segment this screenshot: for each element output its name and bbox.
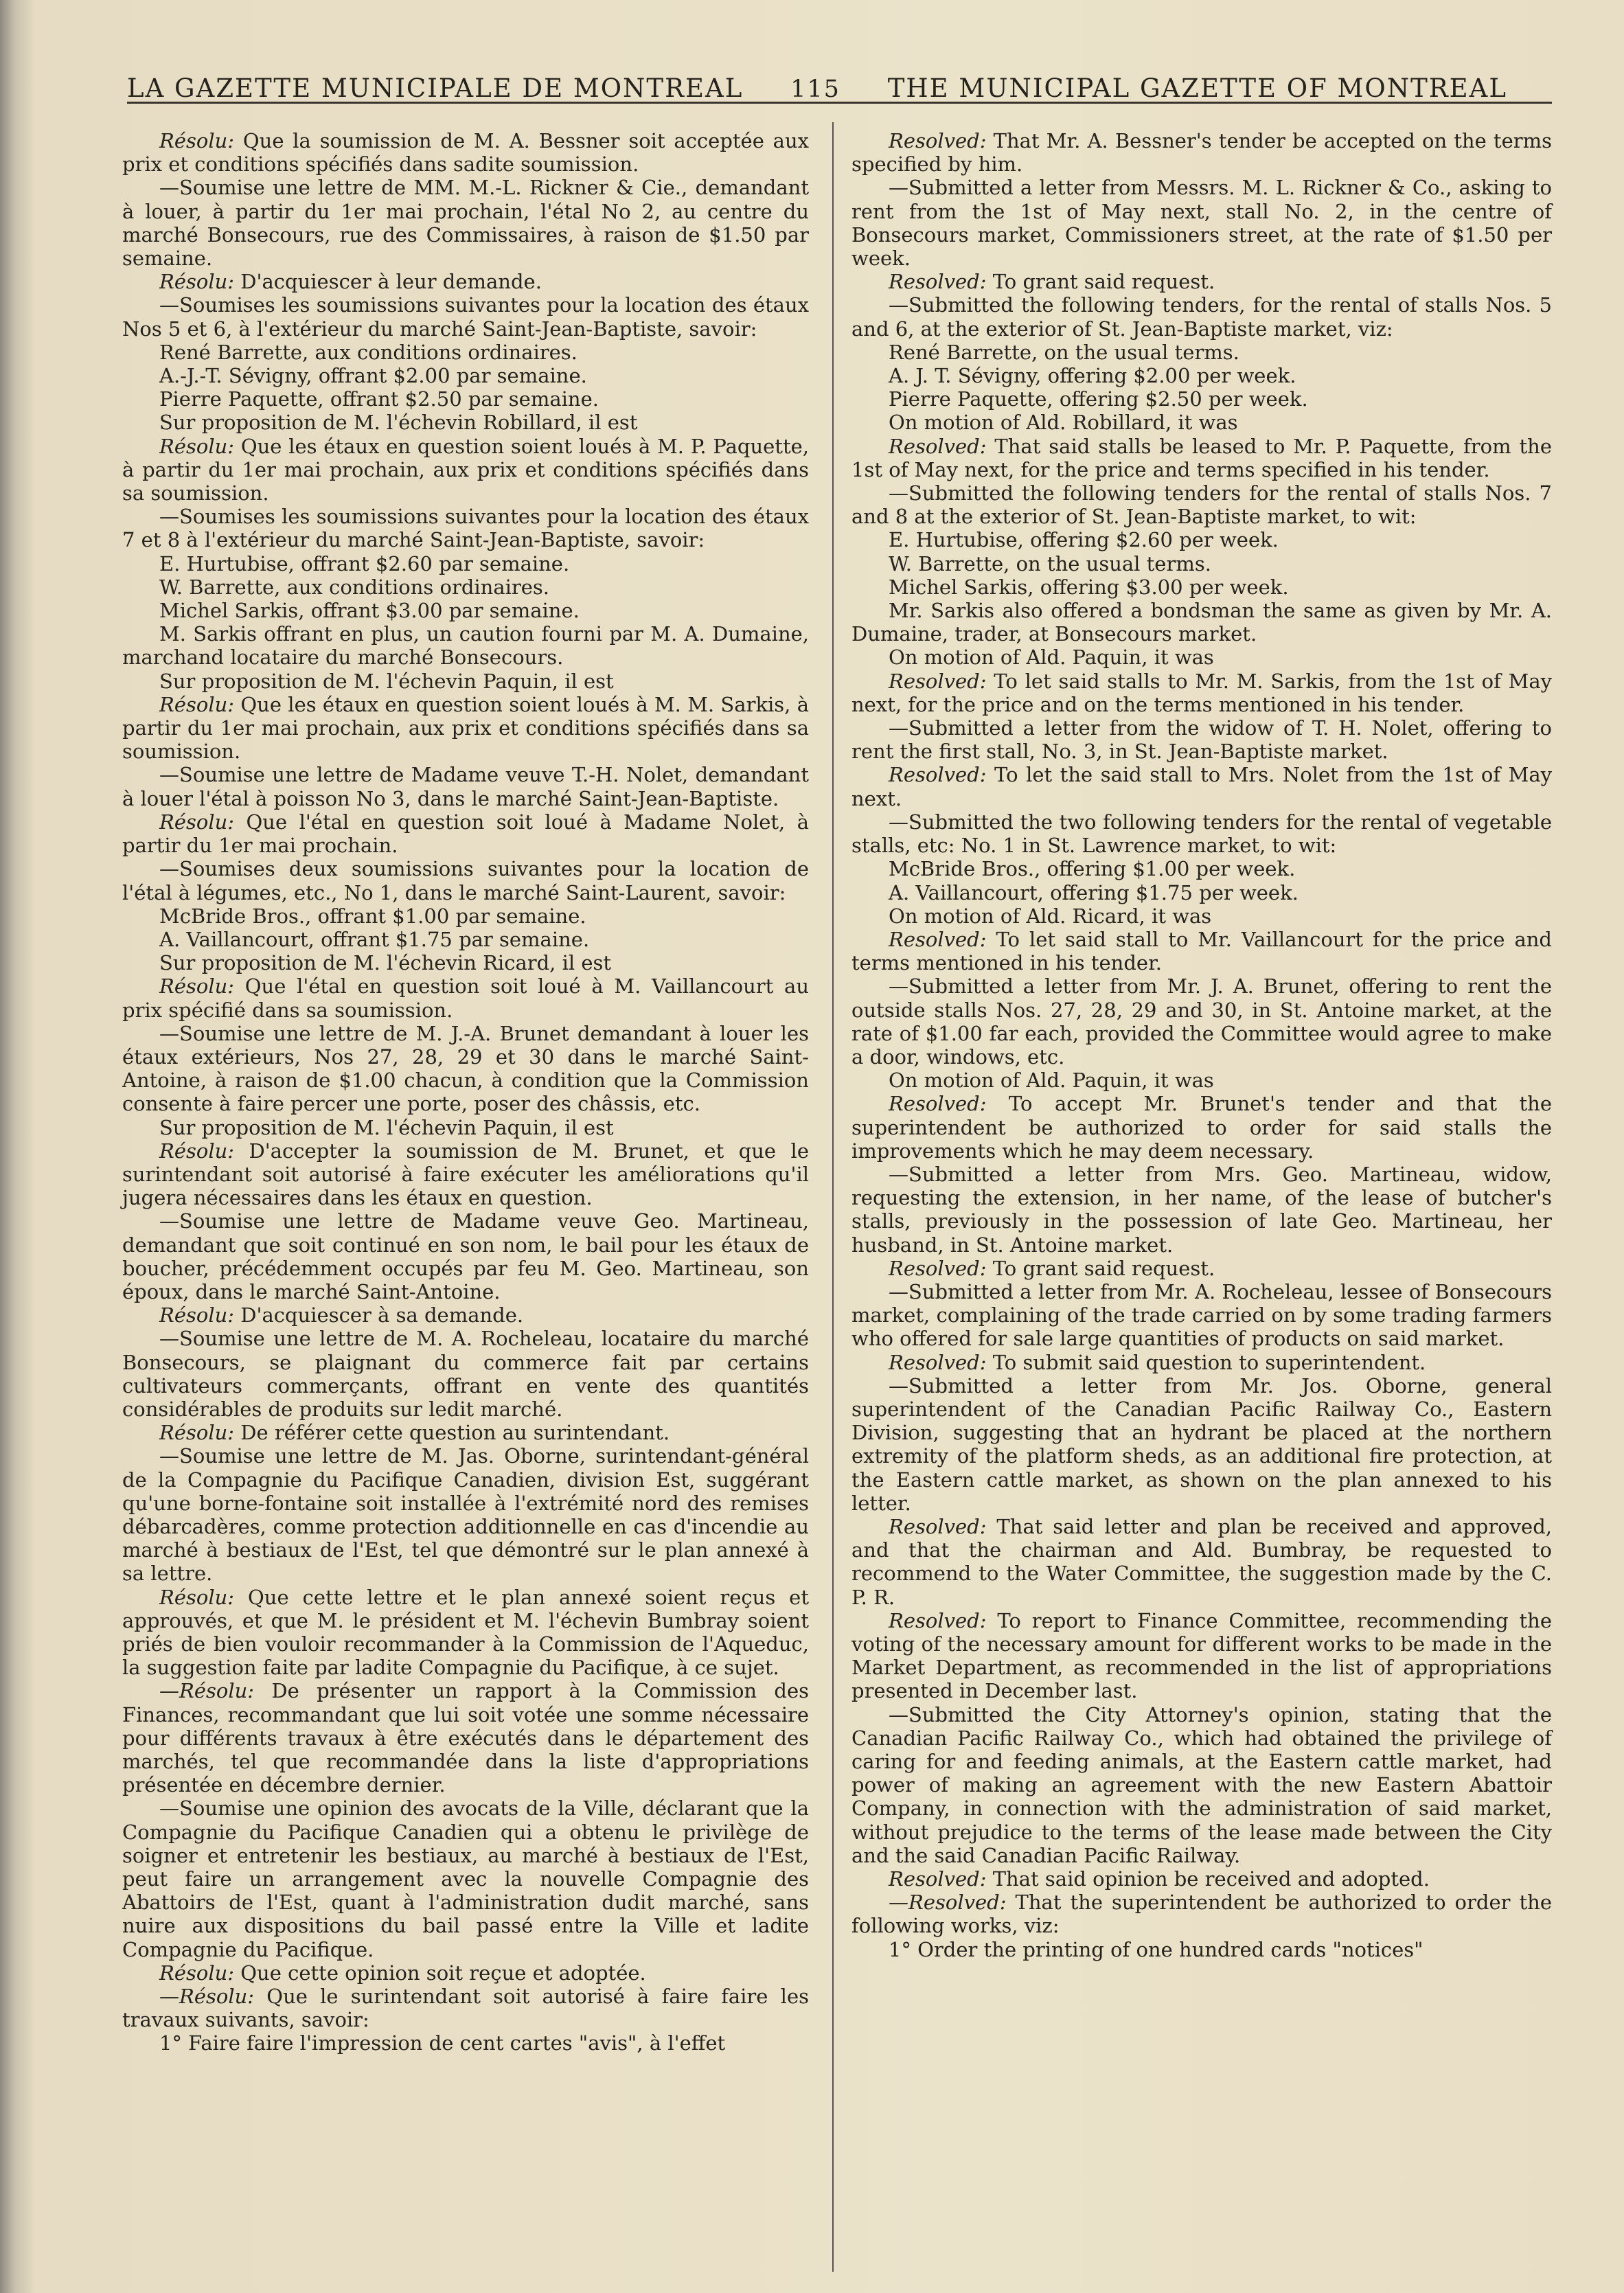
paragraph-text: On motion of Ald. Robillard, it was	[889, 411, 1238, 435]
paragraph-text: —Submitted the City Attorney's opinion, stating that the Canadian Pacific Railway Co., which had obtained the privilege of caring for and feeding animals, at the Eastern cattle market, had power of making an agreement with the new Eastern Abattoir Company, in connection with the administration of said market, without prejudice to the terms of the lease made between the City and the said Canadian Pacific Railway.	[851, 1702, 1552, 1867]
resolution-label: Résolu:	[159, 1961, 235, 1985]
resolution-label: —Résolu:	[159, 1679, 255, 1703]
paragraph-text: A. Vaillancourt, offrant $1.75 par semaine.	[159, 927, 590, 951]
resolution-label: Resolved:	[889, 1092, 987, 1116]
paragraph	[851, 670, 1552, 716]
paragraph-text: W. Barrette, aux conditions ordinaires.	[159, 575, 550, 599]
paragraph	[122, 1985, 809, 2031]
paragraph	[122, 505, 809, 551]
paragraph	[851, 974, 1552, 1069]
paragraph-text: M. Sarkis offrant en plus, un caution fourni par M. A. Dumaine, marchand locataire du marché Bonsecours.	[122, 622, 809, 670]
paragraph-text: Que l'étal en question soit loué à M. Vaillancourt au prix spécifié dans sa soumission.	[122, 974, 809, 1022]
paragraph	[122, 387, 809, 411]
paragraph	[851, 411, 1552, 434]
paragraph	[122, 1209, 809, 1303]
paragraph	[851, 293, 1552, 340]
paragraph-text: —Submitted a letter from Mr. J. A. Brunet, offering to rent the outside stalls Nos. 27, 28, 29 and 30, in St. Antoine market, at the rate of $1.00 far each, provided the Committee would agree to make a door, windows, etc.	[851, 974, 1552, 1069]
paragraph	[851, 364, 1552, 387]
paragraph-text: That said stalls be leased to Mr. P. Paquette, from the 1st of May next, for the price and terms specified in his tender.	[851, 434, 1552, 481]
paragraph	[122, 1303, 809, 1327]
paragraph-text: To grant said request.	[986, 270, 1215, 294]
paragraph-text: René Barrette, aux conditions ordinaires.	[159, 340, 577, 364]
paragraph-text: —Soumises les soumissions suivantes pour la location des étaux Nos 5 et 6, à l'extérieur du marché Saint-Jean-Baptiste, savoir:	[122, 293, 809, 341]
paragraph	[122, 622, 809, 669]
french-column	[122, 129, 809, 2055]
paragraph-text: To let said stall to Mr. Vaillancourt for the price and terms mentioned in his tender.	[851, 927, 1552, 975]
resolution-label: Resolved:	[889, 1256, 987, 1280]
paragraph-text: D'acquiescer à sa demande.	[234, 1303, 524, 1327]
paragraph	[122, 293, 809, 340]
paragraph	[122, 1139, 809, 1210]
resolution-label: Résolu:	[159, 129, 235, 152]
paragraph-text: Sur proposition de M. l'échevin Robillard, il est	[159, 411, 638, 435]
paragraph-text: To let the said stall to Mrs. Nolet from the 1st of May next.	[851, 763, 1552, 810]
paragraph	[851, 1163, 1552, 1257]
resolution-label: Résolu:	[159, 1303, 235, 1327]
paragraph	[851, 1092, 1552, 1163]
paragraph	[122, 270, 809, 293]
column-divider	[832, 122, 834, 2272]
paragraph	[851, 1069, 1552, 1092]
paragraph-text: Que la soumission de M. A. Bessner soit acceptée aux prix et conditions spécifiés dans sadite soumission.	[122, 129, 809, 176]
paragraph	[122, 1961, 809, 1985]
paragraph-text: To report to Finance Committee, recommending the voting of the necessary amount for different works to be made in the Market Department, as recommended in the list of appropriations presented in December last.	[851, 1608, 1552, 1703]
resolution-label: Résolu:	[159, 1139, 235, 1163]
paragraph-text: —Submitted the two following tenders for the rental of vegetable stalls, etc: No. 1 in St. Lawrence market, to wit:	[851, 810, 1552, 858]
paragraph	[851, 904, 1552, 928]
resolution-label: Resolved:	[889, 1608, 987, 1632]
paragraph-text: René Barrette, on the usual terms.	[889, 340, 1239, 364]
resolution-label: Resolved:	[889, 927, 987, 951]
header-french-title: LA GAZETTE MUNICIPALE DE MONTREAL	[127, 73, 744, 103]
paragraph	[122, 693, 809, 764]
paragraph	[122, 857, 809, 904]
paragraph-text: —Submitted a letter from Mr. Jos. Oborne, general superintendent of the Canadian Pacific Railway Co., Eastern Division, suggesting that an hydrant be placed at the northern extremity of the platform sheds, as an additional fire protection, at the Eastern cattle market, as shown on the plan annexed to his letter.	[851, 1373, 1552, 1515]
paragraph	[851, 1867, 1552, 1891]
paragraph	[122, 1586, 809, 1680]
resolution-label: —Resolved:	[889, 1891, 1007, 1915]
paragraph-text: On motion of Ald. Paquin, it was	[889, 646, 1214, 670]
paragraph-text: —Soumise une lettre de M. Jas. Oborne, surintendant-général de la Compagnie du Pacifique Canadien, division Est, suggérant qu'une borne-fontaine soit installée à l'extrémité nord des remises débarcadères, comme protection additionnelle en cas d'incendie au marché à bestiaux de l'Est, tel que démontré sur le plan annexé à sa lettre.	[122, 1444, 809, 1586]
paragraph-text: —Submitted a letter from Mr. A. Rocheleau, lessee of Bonsecours market, complaining of the trade carried on by some trading farmers who offered for sale large quantities of products on said market.	[851, 1279, 1552, 1351]
paragraph-text: McBride Bros., offering $1.00 per week.	[889, 857, 1296, 881]
paragraph-text: —Submitted a letter from Mrs. Geo. Martineau, widow, requesting the extension, in her name, of the lease of butcher's stalls, previously in the possession of late Geo. Martineau, her husband, in St. Antoine market.	[851, 1162, 1552, 1257]
paragraph	[851, 928, 1552, 974]
paragraph	[851, 763, 1552, 810]
resolution-label: Résolu:	[159, 810, 235, 834]
paragraph	[122, 129, 809, 176]
paragraph-text: —Submitted the following tenders, for the rental of stalls Nos. 5 and 6, at the exterior of St. Jean-Baptiste market, viz:	[851, 293, 1552, 341]
paragraph-text: Sur proposition de M. l'échevin Ricard, il est	[159, 951, 612, 975]
paragraph-text: Que les étaux en question soient loués à M. P. Paquette, à partir du 1er mai prochain, aux prix et conditions spécifiés dans sa soumission.	[122, 434, 809, 505]
paragraph	[851, 1257, 1552, 1280]
paragraph-text: A.-J.-T. Sévigny, offrant $2.00 par semaine.	[159, 364, 587, 388]
paragraph	[851, 1280, 1552, 1351]
paragraph	[122, 341, 809, 364]
resolution-label: Résolu:	[159, 974, 235, 999]
paragraph-text: On motion of Ald. Paquin, it was	[889, 1069, 1214, 1093]
paragraph-text: —Soumise une opinion des avocats de la Ville, déclarant que la Compagnie du Pacifique Canadien qui a obtenu le privilège de soigner et entretenir les bestiaux, au marché à bestiaux de l'Est, peut faire un arrangement avec la nouvelle Compagnie des Abattoirs de l'Est, quant à l'administration dudit marché, sans nuire aux dispositions du bail passé entre la Ville et ladite Compagnie du Pacifique.	[122, 1796, 809, 1961]
paragraph-text: —Soumise une lettre de Madame veuve T.-H. Nolet, demandant à louer l'étal à poisson No 3, dans le marché Saint-Jean-Baptiste.	[122, 763, 809, 810]
paragraph-text: That Mr. A. Bessner's tender be accepted on the terms specified by him.	[851, 129, 1552, 176]
resolution-label: Resolved:	[889, 1350, 987, 1374]
paragraph	[122, 599, 809, 622]
paragraph	[851, 1351, 1552, 1374]
paragraph	[851, 881, 1552, 904]
paragraph-text: Que cette lettre et le plan annexé soient reçus et approuvés, et que M. le président et M. l'échevin Bumbray soient priés de bien vouloir recommander à la Commission de l'Aqueduc, la suggestion faite par ladite Compagnie du Pacifique, à ce sujet.	[122, 1585, 809, 1680]
paragraph-text: To submit said question to superintendent.	[986, 1350, 1426, 1374]
paragraph	[851, 552, 1552, 575]
paragraph	[122, 670, 809, 693]
paragraph	[851, 435, 1552, 481]
paragraph-text: De référer cette question au surintendant.	[234, 1421, 670, 1445]
paragraph-text: —Submitted a letter from Messrs. M. L. Rickner & Co., asking to rent from the 1st of May next, stall No. 2, in the centre of Bonsecours market, Commissioners street, at the rate of $1.50 per week.	[851, 176, 1552, 271]
paragraph	[122, 951, 809, 974]
paragraph-text: That said letter and plan be received and approved, and that the chairman and Ald. Bumbray, be requested to recommend to the Water Committee, the suggestion made by the C. P. R.	[851, 1514, 1552, 1609]
resolution-label: Resolved:	[889, 1867, 987, 1891]
paragraph-text: Michel Sarkis, offering $3.00 per week.	[889, 575, 1289, 599]
page-header	[127, 60, 1507, 103]
paragraph	[122, 1022, 809, 1116]
paragraph-text: To grant said request.	[986, 1256, 1215, 1280]
paragraph-text: E. Hurtubise, offrant $2.60 par semaine.	[159, 551, 570, 575]
paragraph	[851, 1515, 1552, 1609]
paragraph	[851, 528, 1552, 551]
paragraph-text: Que l'étal en question soit loué à Madame Nolet, à partir du 1er mai prochain.	[122, 810, 809, 858]
paragraph	[122, 810, 809, 857]
paragraph-text: Que le surintendant soit autorisé à faire faire les travaux suivants, savoir:	[122, 1985, 809, 2032]
paragraph-text: A. Vaillancourt, offering $1.75 per week.	[889, 880, 1299, 904]
resolution-label: Resolved:	[889, 763, 987, 787]
paragraph-text: —Submitted a letter from the widow of T. H. Nolet, offering to rent the first stall, No. 3, in St. Jean-Baptiste market.	[851, 716, 1552, 764]
paragraph	[851, 1891, 1552, 1937]
paragraph	[851, 129, 1552, 176]
paragraph	[851, 857, 1552, 880]
paragraph-text: That the superintendent be authorized to order the following works, viz:	[851, 1891, 1552, 1938]
paragraph	[122, 928, 809, 951]
resolution-label: —Résolu:	[159, 1985, 255, 2009]
paragraph	[122, 974, 809, 1021]
page-number: 115	[790, 76, 840, 103]
paragraph-text: Sur proposition de M. l'échevin Paquin, il est	[159, 669, 614, 693]
paragraph	[122, 176, 809, 270]
paragraph	[851, 599, 1552, 646]
paragraph-text: Que les étaux en question soient loués à M. M. Sarkis, à partir du 1er mai prochain, aux prix et conditions spécifiés dans sa soumission.	[122, 692, 809, 764]
resolution-label: Résolu:	[159, 270, 235, 294]
paragraph	[851, 716, 1552, 763]
paragraph-text: Que cette opinion soit reçue et adoptée.	[234, 1961, 646, 1985]
paragraph	[122, 411, 809, 434]
english-column	[851, 129, 1552, 1961]
paragraph	[851, 176, 1552, 270]
paragraph	[851, 1703, 1552, 1867]
paragraph-text: E. Hurtubise, offering $2.60 per week.	[889, 528, 1279, 552]
paragraph-text: Pierre Paquette, offering $2.50 per week.	[889, 387, 1308, 411]
paragraph	[851, 270, 1552, 293]
paragraph	[122, 904, 809, 928]
paragraph	[851, 387, 1552, 411]
paragraph-text: —Soumise une lettre de M. A. Rocheleau, locataire du marché Bonsecours, se plaignant du commerce fait par certains cultivateurs commerçants, offrant en vente des quantités considérables de produits sur ledit marché.	[122, 1327, 809, 1421]
paragraph-text: De présenter un rapport à la Commission des Finances, recommandant que lui soit votée une somme nécessaire pour différents travaux à être exécutés dans le département des marchés, tel que recommandée dans la liste d'appropriations présentée en décembre dernier.	[122, 1679, 809, 1797]
paragraph	[851, 575, 1552, 599]
paragraph	[122, 1796, 809, 1961]
paragraph	[122, 435, 809, 505]
paragraph	[122, 2031, 809, 2055]
paragraph-text: —Soumises deux soumissions suivantes pour la location de l'étal à légumes, etc., No 1, dans le marché Saint-Laurent, savoir:	[122, 857, 809, 904]
paragraph	[122, 1679, 809, 1796]
paragraph-text: McBride Bros., offrant $1.00 par semaine.	[159, 904, 586, 928]
resolution-label: Resolved:	[889, 434, 987, 458]
paragraph-text: 1° Order the printing of one hundred cards "notices"	[889, 1937, 1423, 1961]
paragraph-text: A. J. T. Sévigny, offering $2.00 per week.	[889, 364, 1296, 388]
paragraph-text: To accept Mr. Brunet's tender and that the superintendent be authorized to order for said stalls the improvements which he may deem necessary.	[851, 1092, 1552, 1163]
paragraph-text: Michel Sarkis, offrant $3.00 par semaine.	[159, 599, 580, 623]
paragraph-text: W. Barrette, on the usual terms.	[889, 551, 1211, 575]
paragraph	[851, 1938, 1552, 1961]
resolution-label: Résolu:	[159, 1585, 235, 1609]
resolution-label: Resolved:	[889, 1514, 987, 1538]
resolution-label: Resolved:	[889, 270, 987, 294]
paragraph	[851, 810, 1552, 857]
paragraph	[851, 1374, 1552, 1515]
paragraph	[122, 575, 809, 599]
resolution-label: Resolved:	[889, 129, 987, 152]
paragraph	[851, 341, 1552, 364]
paragraph-text: That said opinion be received and adopted.	[986, 1867, 1430, 1891]
header-english-title: THE MUNICIPAL GAZETTE OF MONTREAL	[887, 73, 1507, 103]
paragraph-text: —Submitted the following tenders for the rental of stalls Nos. 7 and 8 at the exterior of St. Jean-Baptiste market, to wit:	[851, 481, 1552, 529]
resolution-label: Resolved:	[889, 669, 987, 693]
paragraph	[122, 1421, 809, 1444]
paragraph-text: To let said stalls to Mr. M. Sarkis, from the 1st of May next, for the price and on the terms mentioned in his tender.	[851, 669, 1552, 716]
paragraph	[122, 364, 809, 387]
paragraph-text: 1° Faire faire l'impression de cent cartes "avis", à l'effet	[159, 2031, 726, 2055]
paragraph	[851, 1609, 1552, 1703]
paragraph	[122, 763, 809, 810]
paragraph-text: —Soumise une lettre de M. J.-A. Brunet demandant à louer les étaux extérieurs, Nos 27, 28, 29 et 30 dans le marché Saint-Antoine, à raison de $1.00 chacun, à condition que la Commission consente à faire percer une porte, poser des châssis, etc.	[122, 1021, 809, 1116]
paragraph	[851, 646, 1552, 669]
paragraph-text: —Soumises les soumissions suivantes pour la location des étaux 7 et 8 à l'extérieur du marché Saint-Jean-Baptiste, savoir:	[122, 505, 809, 552]
paragraph-text: Mr. Sarkis also offered a bondsman the same as given by Mr. A. Dumaine, trader, at Bonsecours market.	[851, 599, 1552, 646]
resolution-label: Résolu:	[159, 692, 235, 716]
header-rule	[127, 102, 1552, 104]
paragraph-text: On motion of Ald. Ricard, it was	[889, 904, 1212, 928]
paragraph	[851, 481, 1552, 528]
resolution-label: Résolu:	[159, 1421, 235, 1445]
paragraph	[122, 1444, 809, 1585]
paragraph	[122, 1116, 809, 1139]
paragraph-text: D'accepter la soumission de M. Brunet, et que le surintendant soit autorisé à faire exécuter les améliorations qu'il jugera nécessaires dans les étaux en question.	[122, 1139, 809, 1210]
paragraph	[122, 1327, 809, 1421]
paragraph-text: Sur proposition de M. l'échevin Paquin, il est	[159, 1115, 614, 1139]
paragraph-text: —Soumise une lettre de MM. M.-L. Rickner & Cie., demandant à louer, à partir du 1er mai prochain, l'étal No 2, au centre du marché Bonsecours, rue des Commissaires, à raison de $1.50 par semaine.	[122, 176, 809, 271]
paragraph	[122, 552, 809, 575]
paragraph-text: D'acquiescer à leur demande.	[234, 270, 542, 294]
paragraph-text: —Soumise une lettre de Madame veuve Geo. Martineau, demandant que soit continué en son nom, le bail pour les étaux de boucher, précédemment occupés par feu M. Geo. Martineau, son époux, dans le marché Saint-Antoine.	[122, 1209, 809, 1303]
resolution-label: Résolu:	[159, 434, 235, 458]
paragraph-text: Pierre Paquette, offrant $2.50 par semaine.	[159, 387, 599, 411]
